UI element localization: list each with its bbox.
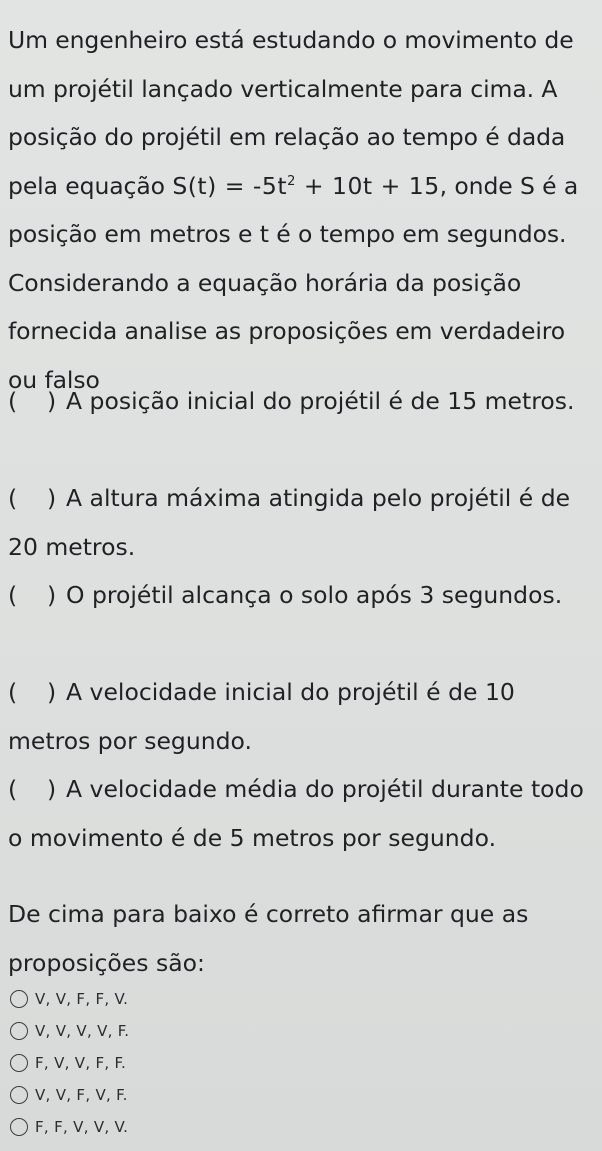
option-label: V, V, F, F, V.: [35, 990, 129, 1008]
proposition-text: A altura máxima atingida pelo projétil é de 20 metros.: [8, 484, 571, 561]
proposition-text: A velocidade média do projétil durante todo o movimento é de 5 metros por segundo.: [8, 775, 584, 852]
answer-option-2[interactable]: [10, 1017, 129, 1045]
answer-blank: ( ): [8, 775, 57, 803]
proposition-item: [8, 765, 594, 862]
proposition-text: O projétil alcança o solo após 3 segundos.: [66, 581, 563, 609]
equation-lhs: S(t) = -5t: [172, 171, 288, 200]
radio-button[interactable]: [10, 1086, 28, 1104]
proposition-text: A posição inicial do projétil é de 15 metros.: [66, 387, 575, 415]
answer-option-1[interactable]: [10, 985, 129, 1013]
question-statement: [8, 16, 594, 404]
equation-rhs: + 10t + 15: [295, 171, 440, 200]
closing-question: De cima para baixo é correto afirmar que as proposições são:: [8, 900, 529, 977]
radio-button[interactable]: [10, 990, 28, 1008]
proposition-item: [8, 668, 594, 765]
answer-option-3[interactable]: [10, 1049, 129, 1077]
proposition-text: A velocidade inicial do projétil é de 10 metros por segundo.: [8, 678, 515, 755]
answer-option-4[interactable]: [10, 1081, 129, 1109]
proposition-item: [8, 571, 594, 668]
answer-option-5[interactable]: [10, 1113, 129, 1141]
proposition-item: [8, 377, 594, 474]
question-continuation-text: , onde S é a posição em metros e t é o tempo em segundos. Considerando a equação horária da posição fornecida analise as proposições em verdadeiro ou falso: [8, 171, 579, 394]
question-intro-text: Um engenheiro está estudando o movimento de um projétil lançado verticalmente para cima. A posição do projétil em relação ao tempo é dada pela equação: [8, 26, 574, 200]
answer-blank: ( ): [8, 484, 57, 512]
answer-blank: ( ): [8, 581, 57, 609]
propositions-list: [8, 377, 594, 862]
radio-button[interactable]: [10, 1118, 28, 1136]
option-label: V, V, V, V, F.: [35, 1022, 130, 1040]
option-label: V, V, F, V, F.: [35, 1086, 128, 1104]
answer-blank: ( ): [8, 387, 57, 415]
position-equation: [172, 172, 439, 200]
equation-exponent: 2: [287, 173, 296, 189]
answer-blank: ( ): [8, 678, 57, 706]
radio-button[interactable]: [10, 1054, 28, 1072]
radio-button[interactable]: [10, 1022, 28, 1040]
option-label: F, V, V, F, F.: [35, 1054, 127, 1072]
option-label: F, F, V, V, V.: [35, 1118, 129, 1136]
answer-options: [10, 985, 129, 1145]
proposition-item: [8, 474, 594, 571]
